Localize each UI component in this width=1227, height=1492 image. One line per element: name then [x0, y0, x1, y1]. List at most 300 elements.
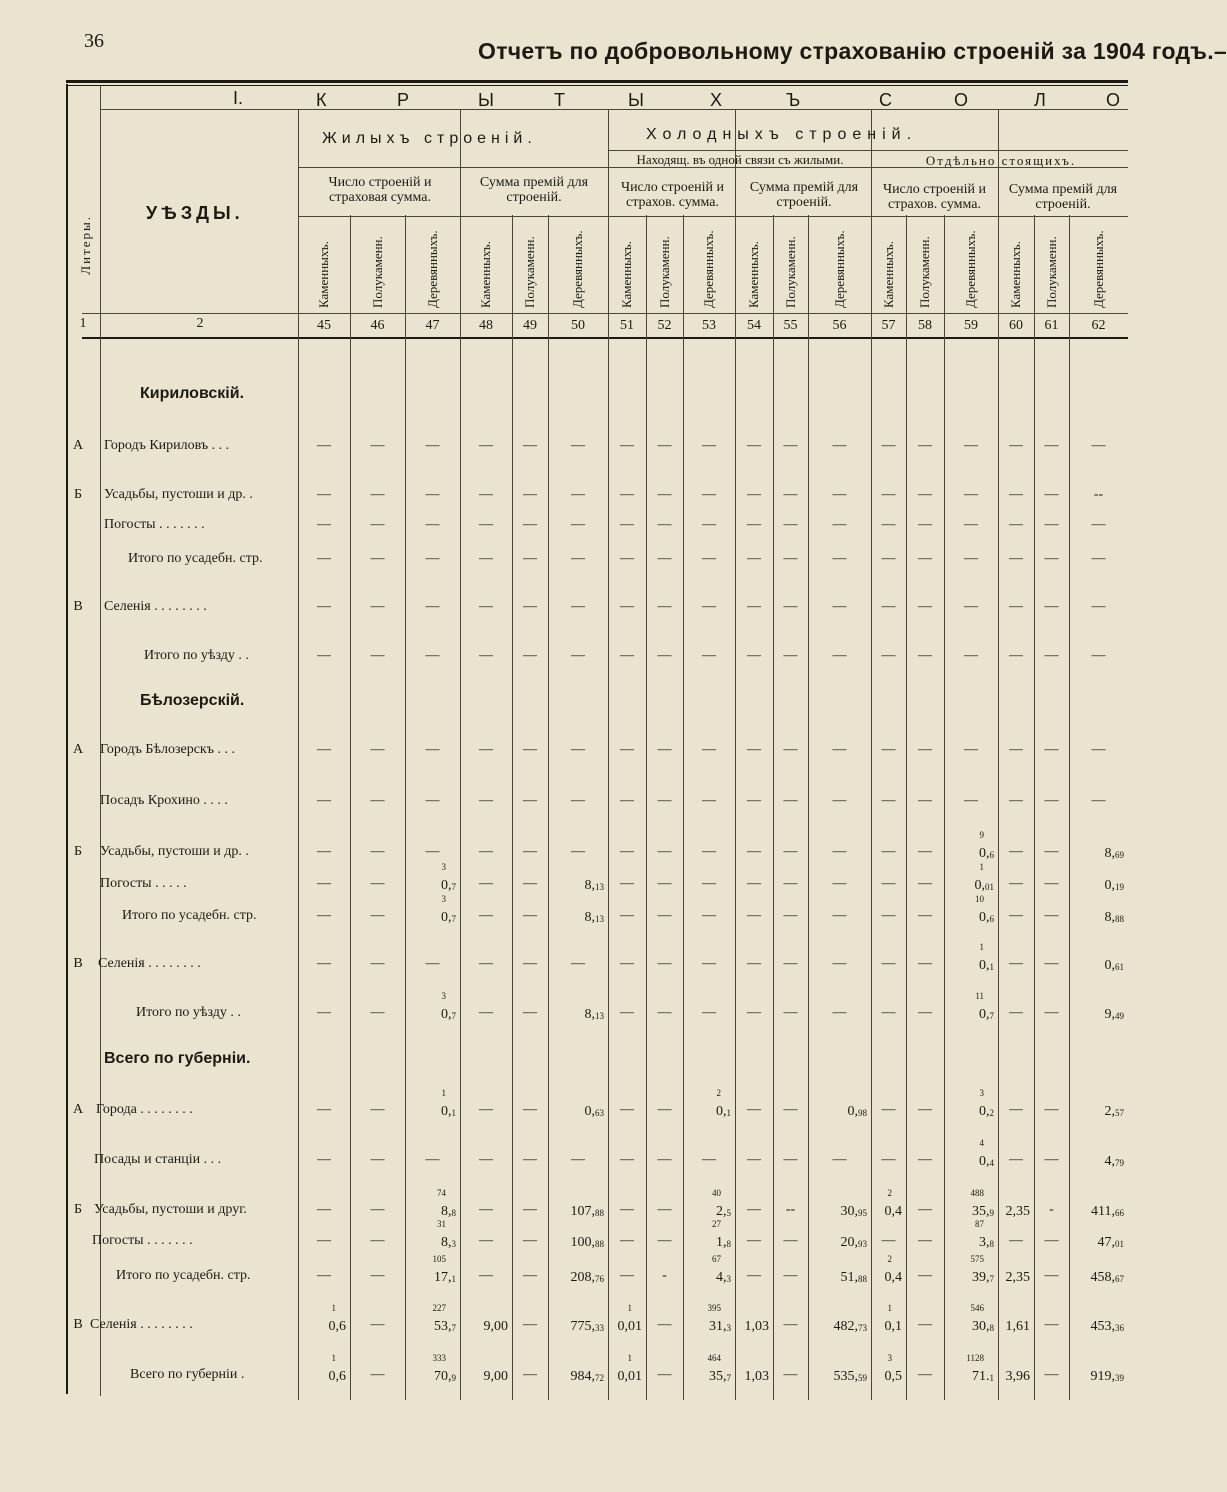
column-type-label: Полукаменн. [369, 236, 385, 308]
table-cell: — [370, 487, 385, 502]
table-cell: $3,_8$ [979, 1235, 994, 1250]
table-cell: — [317, 1202, 331, 1217]
col-rule [773, 215, 774, 1400]
table-cell: — [918, 1152, 932, 1167]
table-cell: — [370, 844, 385, 859]
table-cell: $4,_{79}$ [1104, 1154, 1124, 1169]
table-cell: $8,_8$ [441, 1204, 456, 1219]
table-cell: — [479, 438, 493, 453]
group-title-letter: Ы [478, 90, 494, 110]
section-title: Кириловскій. [140, 385, 245, 402]
table-cell: — [657, 517, 672, 532]
table-cell: $458,_{67}$ [1090, 1270, 1124, 1285]
column-number: 55 [783, 318, 798, 333]
table-cell: — [479, 1233, 493, 1248]
table-cell: — [964, 438, 978, 453]
table-cell: — [747, 1233, 761, 1248]
table-cell: — [370, 599, 385, 614]
row-label: Усадьбы, пустоши и друг. [94, 1202, 247, 1217]
table-cell: — [1044, 844, 1059, 859]
table-cell: — [657, 793, 672, 808]
table-cell: — [523, 1233, 537, 1248]
table-cell: — [747, 1102, 761, 1117]
table-cell: — [1044, 1005, 1059, 1020]
table-cell: — [370, 793, 385, 808]
table-cell: — [317, 599, 331, 614]
table-cell: — [783, 551, 798, 566]
table-cell: -- [785, 1202, 796, 1217]
table-cell: — [657, 876, 672, 891]
column-type-label: Полукаменн. [782, 236, 798, 308]
table-cell: — [1091, 793, 1106, 808]
row-label: Итого по усадебн. стр. [128, 551, 263, 566]
table-cell: — [747, 844, 761, 859]
group-title-letter: Ы [628, 90, 644, 110]
table-cell: — [783, 599, 798, 614]
table-cell: — [918, 487, 932, 502]
table-cell: $35,_9$ [972, 1204, 994, 1219]
table-cell: — [783, 1152, 798, 1167]
table-cell: — [620, 1102, 634, 1117]
column-type-label: Деревянныхъ. [570, 230, 585, 308]
table-cell: $0,_7$ [441, 910, 456, 925]
table-cell: — [1044, 956, 1059, 971]
table-cell: — [1009, 1005, 1023, 1020]
row-label: Усадьбы, пустоши и др. . [100, 844, 249, 859]
table-cell: $8,_{88}$ [1104, 910, 1124, 925]
table-cell: — [479, 1102, 493, 1117]
table-cell: — [370, 1005, 385, 1020]
table-cell: 0,01 [617, 1319, 642, 1334]
cell-count: 464 [707, 1353, 721, 1363]
table-cell: $0,_7$ [979, 1007, 994, 1022]
table-cell: — [702, 956, 716, 971]
table-cell: — [881, 1152, 896, 1167]
table-cell: — [918, 1268, 932, 1283]
table-cell: $0,_1$ [979, 958, 994, 973]
table-cell: — [832, 487, 847, 502]
row-label: Итого по усадебн. стр. [116, 1268, 251, 1283]
table-cell: — [1009, 648, 1023, 663]
table-cell: 1,03 [744, 1369, 769, 1384]
table-cell: — [832, 876, 847, 891]
table-cell: $535,_{59}$ [833, 1369, 867, 1384]
table-cell: — [1044, 487, 1059, 502]
table-cell: 0,6 [328, 1319, 346, 1334]
cell-count: 40 [712, 1188, 721, 1198]
table-cell: — [370, 1233, 385, 1248]
table-cell: — [747, 876, 761, 891]
table-cell: — [523, 1005, 537, 1020]
table-cell: — [918, 648, 932, 663]
table-cell: — [1009, 956, 1023, 971]
table-cell: — [1044, 793, 1059, 808]
table-cell: — [657, 1202, 672, 1217]
table-cell: — [620, 487, 634, 502]
table-cell: — [479, 599, 493, 614]
table-cell: — [1009, 517, 1023, 532]
group-rule [871, 150, 872, 1400]
table-cell: 0,4 [884, 1204, 902, 1219]
table-cell: — [918, 551, 932, 566]
table-cell: $107,_{88}$ [570, 1204, 604, 1219]
table-cell: — [370, 908, 385, 923]
cold-connected-label: Находящ. въ одной связи съ жилыми. [636, 152, 844, 167]
table-cell: — [370, 876, 385, 891]
col-rule [512, 215, 513, 1400]
cell-count: 1 [331, 1353, 336, 1363]
table-cell: — [881, 844, 896, 859]
table-cell: — [1009, 1102, 1023, 1117]
table-cell: $39,_7$ [972, 1270, 994, 1285]
cell-count: 1 [979, 942, 984, 952]
table-cell: 0,6 [328, 1369, 346, 1384]
column-type-label: Полукаменн. [1043, 236, 1059, 308]
col-rule [548, 215, 549, 1400]
table-cell: — [523, 1152, 537, 1167]
table-cell: — [657, 599, 672, 614]
litera: А [72, 438, 84, 453]
col-rule [906, 215, 907, 1400]
table-cell: — [425, 599, 440, 614]
table-cell: — [479, 742, 493, 757]
row-label: Городъ Кириловъ . . . [104, 438, 230, 453]
table-cell: — [918, 1367, 932, 1382]
table-cell: — [620, 648, 634, 663]
table-cell: — [832, 517, 847, 532]
table-cell: — [523, 742, 537, 757]
table-cell: — [918, 876, 932, 891]
cell-count: 1 [441, 1088, 446, 1098]
table-cell: — [918, 438, 932, 453]
column-number: 46 [370, 318, 385, 333]
table-cell: — [964, 648, 978, 663]
table-cell: — [964, 517, 978, 532]
table-cell: — [370, 551, 385, 566]
table-cell: — [832, 438, 847, 453]
col-rule [405, 215, 406, 1400]
table-cell: — [702, 438, 716, 453]
litera: В [73, 1317, 83, 1332]
column-type-label: Полукаменн. [917, 236, 932, 308]
table-cell: — [620, 1005, 634, 1020]
table-cell: — [571, 487, 585, 502]
cell-count: 575 [970, 1254, 984, 1264]
table-cell: — [702, 793, 716, 808]
column-number: 45 [317, 318, 331, 333]
table-cell: — [747, 1202, 761, 1217]
table-cell: $0,_{01}$ [974, 878, 994, 893]
col-rule [683, 215, 684, 1400]
table-cell: — [702, 876, 716, 891]
table-cell: — [479, 956, 493, 971]
table-cell: — [881, 438, 896, 453]
table-cell: — [523, 487, 537, 502]
table-cell: $984,_{72}$ [570, 1369, 604, 1384]
table-cell: — [317, 648, 331, 663]
residential-label: Жилыхъ строеній. [322, 130, 537, 147]
column-number: 54 [747, 318, 761, 333]
header-bottom-rule [82, 337, 1128, 339]
table-cell: — [1091, 599, 1106, 614]
table-cell: $0,_1$ [441, 1104, 456, 1119]
column-type-label: Деревянныхъ. [1090, 230, 1106, 308]
table-cell: — [317, 1005, 331, 1020]
column-type-label: Каменныхъ. [619, 241, 634, 308]
table-cell: $919,_{39}$ [1090, 1369, 1124, 1384]
table-cell: — [1009, 793, 1023, 808]
table-cell: — [479, 844, 493, 859]
table-cell: — [881, 1102, 896, 1117]
group-title-letter: К [316, 90, 327, 110]
table-cell: — [702, 844, 716, 859]
table-cell: — [783, 487, 798, 502]
col-rule-lit [100, 86, 101, 1396]
group-title-letter: Х [710, 90, 723, 110]
table-cell: — [1091, 648, 1106, 663]
table-cell: — [702, 1005, 716, 1020]
cell-count: 105 [432, 1254, 446, 1264]
literas-label: Литеры. [78, 215, 93, 275]
litera: Б [73, 1202, 83, 1217]
table-cell: — [1091, 551, 1106, 566]
table-cell: — [918, 599, 932, 614]
table-cell: — [881, 517, 896, 532]
cold-separate-label: Отдѣльно стоящихъ. [925, 153, 1077, 168]
cell-count: 1 [979, 862, 984, 872]
column-number: 1 [79, 316, 87, 331]
table-cell: — [657, 1367, 672, 1382]
row-label: Итого по уѣзду . . [144, 648, 249, 663]
table-cell: — [370, 1202, 385, 1217]
table-cell: $0,_1$ [716, 1104, 731, 1119]
table-cell: — [1044, 599, 1059, 614]
table-cell: — [881, 599, 896, 614]
col-rule [298, 110, 299, 1400]
column-number: 56 [832, 318, 847, 333]
table-cell: — [317, 487, 331, 502]
table-cell: — [832, 742, 847, 757]
table-cell: — [523, 956, 537, 971]
table-cell: — [425, 517, 440, 532]
litera: А [72, 742, 84, 757]
table-cell: — [1044, 1367, 1059, 1382]
table-cell: $100,_{88}$ [570, 1235, 604, 1250]
column-type-label: Деревянныхъ. [963, 230, 978, 308]
table-cell: $2,_5$ [716, 1204, 731, 1219]
cold-label: Холодныхъ строеній. [646, 126, 918, 143]
table-cell: 3,96 [1005, 1369, 1030, 1384]
table-cell: — [1009, 1233, 1023, 1248]
table-cell: — [783, 1367, 798, 1382]
table-cell: — [783, 1233, 798, 1248]
table-cell: — [881, 1233, 896, 1248]
column-number: 61 [1044, 318, 1059, 333]
table-cell: — [747, 956, 761, 971]
table-cell: 0,5 [884, 1369, 902, 1384]
table-cell: — [571, 742, 585, 757]
table-cell: — [964, 551, 978, 566]
column-number: 51 [620, 318, 634, 333]
table-cell: — [657, 648, 672, 663]
table-cell: $2,_{57}$ [1104, 1104, 1124, 1119]
table-cell: — [571, 551, 585, 566]
table-cell: 0,4 [884, 1270, 902, 1285]
table-cell: — [1009, 1152, 1023, 1167]
table-cell: — [620, 908, 634, 923]
group-title-letter: О [1106, 90, 1121, 110]
cell-count: 2 [887, 1188, 892, 1198]
table-cell: — [370, 1102, 385, 1117]
table-cell: — [702, 487, 716, 502]
table-cell: — [881, 908, 896, 923]
column-type-label: Каменныхъ. [316, 241, 331, 308]
table-cell: — [657, 1005, 672, 1020]
table-cell: — [832, 1005, 847, 1020]
table-cell: — [918, 1317, 932, 1332]
table-cell: $30,_8$ [972, 1319, 994, 1334]
cell-count: 3 [441, 894, 446, 904]
table-cell: — [370, 1152, 385, 1167]
litera: В [73, 956, 83, 971]
table-cell: — [832, 551, 847, 566]
table-cell: — [702, 908, 716, 923]
cell-count: 3 [887, 1353, 892, 1363]
col-rule [944, 215, 945, 1400]
table-cell: — [881, 742, 896, 757]
hdr-rule-4 [298, 216, 1128, 217]
table-cell: — [317, 956, 331, 971]
table-cell: — [620, 1233, 634, 1248]
table-cell: — [1044, 1233, 1059, 1248]
column-number: 57 [881, 318, 896, 333]
table-cell: — [1044, 1152, 1059, 1167]
table-cell: — [783, 1005, 798, 1020]
table-cell: — [747, 517, 761, 532]
table-cell: $8,_{13}$ [584, 1007, 604, 1022]
table-cell: — [571, 648, 585, 663]
table-cell: 1,61 [1005, 1319, 1030, 1334]
row-label: Селенія . . . . . . . . [90, 1317, 193, 1332]
group-rule [608, 110, 609, 1400]
table-cell: — [881, 487, 896, 502]
cell-count: 1 [627, 1353, 632, 1363]
table-cell: — [918, 1202, 932, 1217]
table-cell: — [918, 908, 932, 923]
cell-count: 1 [331, 1303, 336, 1313]
table-cell: — [918, 1233, 932, 1248]
table-cell: — [523, 1202, 537, 1217]
table-cell: — [747, 438, 761, 453]
table-cell: — [783, 844, 798, 859]
column-type-label: Каменныхъ. [478, 241, 493, 308]
table-cell: $0,_{63}$ [584, 1104, 604, 1119]
table-cell: — [747, 487, 761, 502]
hdr-rule-1 [100, 109, 1128, 110]
table-cell: — [571, 517, 585, 532]
cell-count: 3 [979, 1088, 984, 1098]
table-cell: — [1044, 648, 1059, 663]
table-cell: — [1009, 487, 1023, 502]
column-type-label: Каменныхъ. [1008, 241, 1023, 308]
table-cell: — [747, 1268, 761, 1283]
table-cell: — [620, 517, 634, 532]
table-cell: $1,_8$ [716, 1235, 731, 1250]
table-cell: — [832, 956, 847, 971]
left-frame [66, 84, 68, 1394]
col-rule [350, 215, 351, 1400]
table-cell: — [1009, 844, 1023, 859]
table-cell: — [523, 1367, 537, 1382]
table-cell: — [370, 742, 385, 757]
table-cell: $0,_7$ [441, 878, 456, 893]
table-cell: — [620, 1268, 634, 1283]
table-cell: — [832, 1152, 847, 1167]
table-cell: — [523, 517, 537, 532]
table-cell: — [1091, 742, 1106, 757]
table-cell: — [918, 844, 932, 859]
table-cell: — [620, 551, 634, 566]
table-cell: — [620, 844, 634, 859]
table-cell: — [370, 1317, 385, 1332]
table-cell: — [657, 1233, 672, 1248]
cell-count: 9 [979, 830, 984, 840]
table-cell: $71._1$ [972, 1369, 994, 1384]
row-label: Усадьбы, пустоши и др. . [104, 487, 253, 502]
table-cell: — [918, 742, 932, 757]
cell-count: 67 [712, 1254, 721, 1264]
group-title-letter: С [879, 90, 892, 110]
table-cell: — [832, 908, 847, 923]
table-cell: $482,_{73}$ [833, 1319, 867, 1334]
table-cell: 0,1 [884, 1319, 902, 1334]
cell-count: 3 [441, 862, 446, 872]
table-cell: — [832, 844, 847, 859]
table-cell: — [317, 438, 331, 453]
table-cell: — [702, 517, 716, 532]
count-sum-res: Число строеній и страховая сумма. [328, 175, 432, 205]
table-cell: — [317, 1268, 331, 1283]
group-title-letter: Л [1034, 90, 1046, 110]
table-cell: — [657, 438, 672, 453]
table-cell: — [425, 487, 440, 502]
row-label: Погосты . . . . . . . [92, 1233, 193, 1248]
table-cell: — [783, 1268, 798, 1283]
table-cell: — [523, 438, 537, 453]
table-cell: — [747, 599, 761, 614]
column-number: 58 [918, 318, 932, 333]
premium-res: Сумма премій для строеній. [479, 175, 589, 205]
table-cell: — [1044, 1317, 1059, 1332]
group-title-letter: О [954, 90, 969, 110]
table-cell: — [1009, 742, 1023, 757]
table-cell: — [1009, 599, 1023, 614]
cell-count: 1 [887, 1303, 892, 1313]
page-number: 36 [84, 30, 104, 52]
table-cell: — [317, 844, 331, 859]
table-cell: $4,_3$ [716, 1270, 731, 1285]
row-label: Всего по губерніи . [130, 1367, 245, 1382]
table-cell: — [747, 1005, 761, 1020]
table-cell: — [657, 908, 672, 923]
table-cell: — [1044, 551, 1059, 566]
column-type-label: Каменныхъ. [880, 241, 896, 308]
table-cell: — [317, 876, 331, 891]
table-cell: — [702, 742, 716, 757]
table-cell: $453,_{36}$ [1090, 1319, 1124, 1334]
cell-count: 10 [975, 894, 984, 904]
table-cell: 9,00 [483, 1319, 508, 1334]
